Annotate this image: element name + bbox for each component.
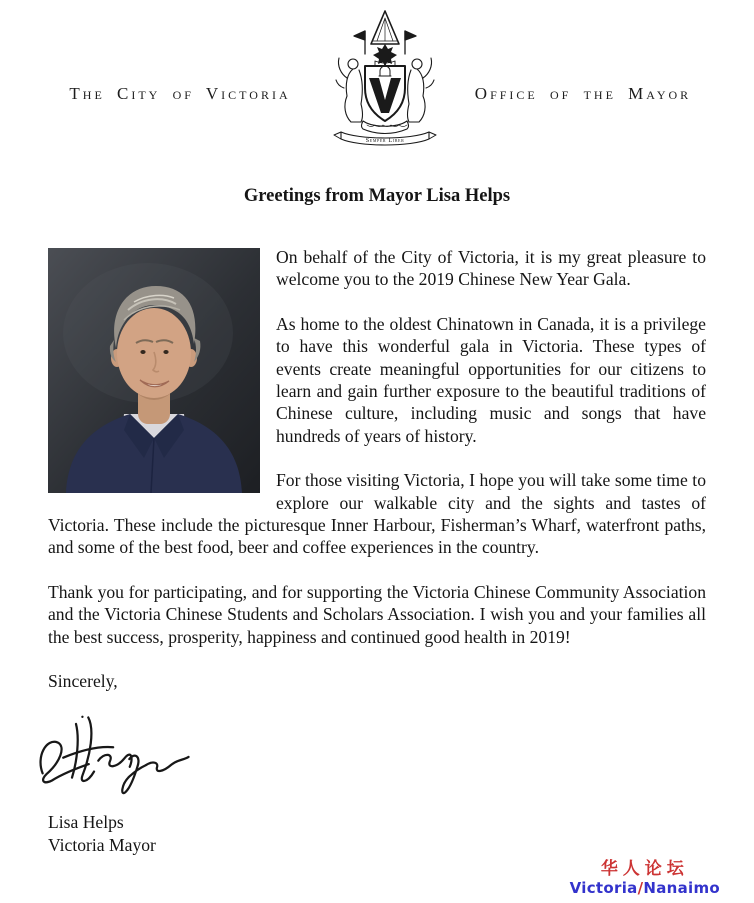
letter-paragraph-3: For those visiting Victoria, I hope you will take some time to explore our walkable city and the sights and tastes of Victoria. These include the picturesque Inner Harbour, Fisherman’s Wharf, waterfront paths, and some of the best food, beer and coffee experiences in the country.: [48, 470, 706, 558]
forum-watermark: [570, 860, 720, 897]
letter-paragraph-2: As home to the oldest Chinatown in Canada, it is a privilege to have this wonderful gala in Victoria. These types of events create meaningful opportunities for our citizens to learn and gain further exposure to the beautiful traditions of Chinese culture, including music and songs that have hundreds of years of history.: [276, 313, 706, 446]
header-right-title: Office of the Mayor: [474, 84, 692, 103]
watermark-chinese-text: 华人论坛: [600, 859, 689, 880]
watermark-nanaimo-label: Nanaimo: [643, 878, 720, 897]
crest-motto: Semper Liber: [365, 137, 405, 144]
letter-paragraph-4: Thank you for participating, and for supporting the Victoria Chinese Community Association and the Victoria Chinese Students and Scholars Association. I wish you and your families all the best success, prosperity, happiness and continued good health in 2019!: [48, 581, 706, 647]
watermark-victoria-label: Victoria: [569, 878, 638, 897]
mayor-portrait-photo: [48, 248, 260, 493]
letter-title: Greetings from Mayor Lisa Helps: [243, 186, 511, 206]
watermark-slash: /: [637, 878, 644, 897]
signatory-title: Victoria Mayor: [48, 834, 156, 855]
letter-closing: Sincerely,: [48, 671, 118, 692]
letter-paragraph-1: On behalf of the City of Victoria, it is my great pleasure to welcome you to the 2019 Chinese New Year Gala.: [276, 247, 706, 290]
header-left-title: The City of Victoria: [69, 84, 291, 103]
city-of-victoria-crest-icon: [323, 8, 447, 148]
watermark-latin-text: [570, 880, 720, 897]
letter-body: [48, 246, 706, 857]
signatory-name: Lisa Helps: [48, 811, 124, 832]
signature-handwriting: [32, 709, 706, 799]
